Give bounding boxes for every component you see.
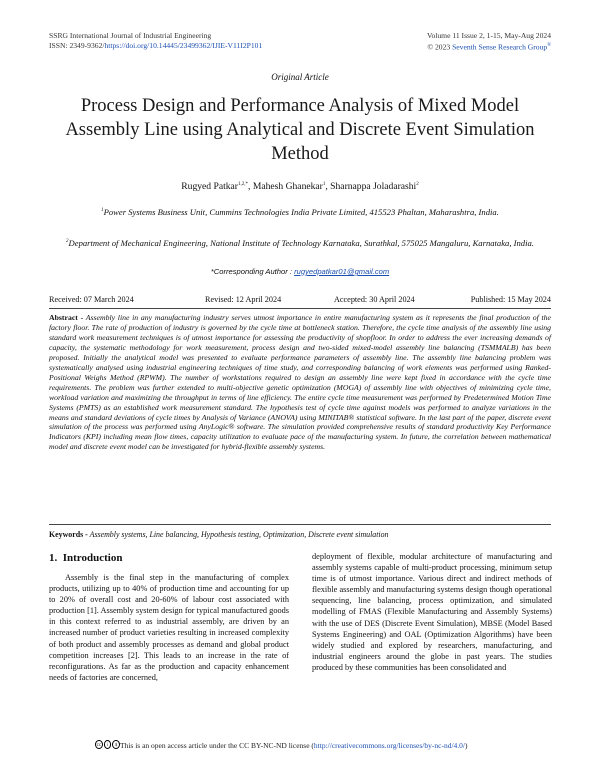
- received-date: Received: 07 March 2024: [49, 295, 134, 304]
- intro-paragraph: Assembly is the final step in the manufacturing of complex products, utilizing up to 40% of production time and accounting for up to 20% of overall cost and 20-60% of labour cost associated with production [1]. Assembly system design for typical manufactured goods in this context referred to as industrial assembly, are driven by an increased number of product varieties resulting in increased complexity of both product and assembly processes as demand and global product competition increases [2]. This leads to an increase in the rate of reconfigurations. As far as the production and capacity enhancement needs of factories are concerned,: [49, 573, 289, 682]
- affiliation-2: $^2$Department of Mechanical Engineering, National Institute of Technology Karnataka, Surathkal, 575025 Mangaluru, Karnataka, India.: [66, 237, 534, 248]
- section-heading: 1. Introduction: [49, 552, 123, 564]
- journal-header-left: [49, 31, 262, 51]
- author-email-link[interactable]: rugyedpatkar01@gmail.com: [294, 267, 390, 276]
- intro-right-column: [312, 551, 552, 751]
- article-type: Original Article: [271, 72, 329, 82]
- corresponding-author: *Corresponding Author : rugyedpatkar01@gmail.com: [210, 267, 390, 276]
- revised-date: Revised: 12 April 2024: [205, 295, 282, 304]
- author-name: Sharnappa Joladarashi: [330, 181, 417, 192]
- author-name: Rugyed Patkar: [181, 181, 239, 192]
- copyright-year: © 2023: [427, 42, 451, 52]
- journal-header-right: [427, 31, 551, 53]
- publisher-name[interactable]: Seventh Sense Research Group: [452, 42, 548, 52]
- affiliation-1: $^1$Power Systems Business Unit, Cummins Technologies India Private Limited, 415523 Phaltan, Maharashtra, India.: [101, 206, 499, 217]
- author-name: Mahesh Ghanekar: [252, 181, 323, 192]
- divider: [49, 308, 551, 309]
- cc-license-icon: cc i $: [95, 740, 120, 751]
- keywords-label: Keywords -: [49, 530, 88, 539]
- published-date: Published: 15 May 2024: [470, 295, 551, 304]
- journal-name: SSRG International Journal of Industrial Engineering: [49, 31, 212, 40]
- issn: ISSN: 2349-9362/: [49, 41, 105, 50]
- intro-left-column: [49, 572, 289, 751]
- paper-title: Process Design and Performance Analysis of Mixed Model Assembly Line using Analytical and Discrete Event Simulation Method: [65, 96, 535, 164]
- intro-paragraph: deployment of flexible, modular architecture of manufacturing and assembly systems capable of multi-product processing, minimum setup time is of utmost importance. Various direct and indirect methods of flexible assembly and manufacturing systems design though operational sequencing, line balancing, process optimization, and simulated modelling of FMAS (Flexible Manufacturing and Assembly Systems) with the use of DES (Discrete Event Simulation), MBSE (Model Based Systems Engineering) and OAL (Optimization Algorithms) have been widely studied and explored by researchers, manufacturing, and industrial engineers around the globe in past years. The studies produced by these communities has been consolidated and: [312, 552, 552, 672]
- author-list: Rugyed Patkar$^{1,2,*}$, Mahesh Ghanekar$^1$, Sharnappa Joladarashi$^2$: [181, 181, 419, 192]
- license-footer: This is an open access article under the CC BY-NC-ND license (http://creativecommons.org/licenses/by-nc-nd/4.0/): [120, 741, 468, 750]
- accepted-date: Accepted: 30 April 2024: [334, 295, 415, 304]
- keywords-text: Assembly systems, Line balancing, Hypothesis testing, Optimization, Discrete event simulation: [89, 530, 389, 539]
- license-link[interactable]: http://creativecommons.org/licenses/by-nc-nd/4.0/: [313, 741, 465, 750]
- doi-link[interactable]: https://doi.org/10.14445/23499362/IJIE-V11I2P101: [104, 41, 263, 50]
- volume-info: Volume 11 Issue 2, 1-15, May-Aug 2024: [426, 31, 551, 40]
- abstract: [49, 313, 551, 452]
- publisher-mark: ®: [547, 43, 551, 48]
- divider: [49, 524, 551, 525]
- keywords: [49, 530, 551, 539]
- abstract-text: Assembly line in any manufacturing industry serves utmost importance in entire manufacturing system as it represents the final production of the factory floor. The rate of production of industry is governed by the cycle time at bottleneck station. Therefore, the cycle time analysis of the assembly line using standard work measurement techniques is of utmost importance for assessing the productivity of shopfloor. In order to address the ever increasing demands of capacity, the systematic methodology for work measurement, process design and two-sided mixed-model assembly line balancing (TSMMALB) has been proposed. Initially the analytical model was presented to evaluate performance parameters of assembly line. The assembly line balancing problem was systematically analysed using industrial engineering techniques of time study, and corresponding balancing of work elements was performed using Ranked-Positional Weighs Method (RPWM). The number of workstations required to design an assembly line were kept fixed in accordance with the cycle time requirements. The problem was further extended to multi-objective genetic optimization (MOGA) of assembly line with objectives of minimizing cycle time, workload variation and maximizing the throughput in terms of line efficiency. The entire cycle time measurement was performed by Predetermined Motion Time Systems (PMTS) as an established work measurement standard. The hypothesis test of cycle time against models was performed to analyze variations in the means and standard deviations of cycle times by Analysis of Variance (ANOVA) using MINITAB® statistical software. In the last part of the paper, discrete event simulation of the process was performed using AnyLogic® software. The simulation provided comprehensive results of standard productivity Key Performance Indicators (KPI) including mean flow times, capacity utilization to evaluate pace of the manufacturing system. In future, the correlation between mathematical model and discrete event model can be investigated for hybrid-flexible assembly systems.: [49, 313, 551, 452]
- abstract-label: Abstract -: [49, 313, 84, 322]
